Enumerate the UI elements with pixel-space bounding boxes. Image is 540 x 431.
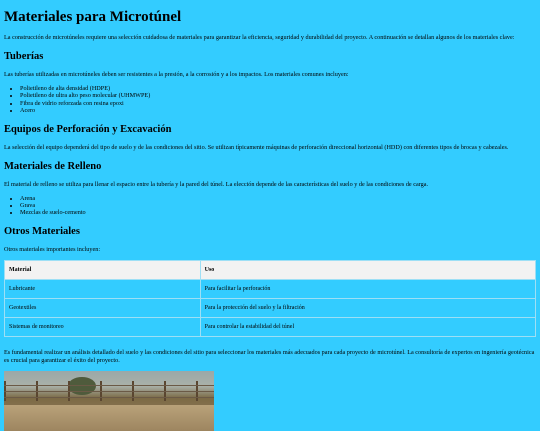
relleno-list bbox=[4, 195, 536, 217]
table-cell: Sistemas de monitoreo bbox=[5, 317, 201, 336]
list-item: • Fibra de vidrio reforzada con resina epoxi bbox=[20, 100, 536, 107]
table-header-uso: Uso bbox=[200, 260, 535, 279]
tuberias-paragraph: Las tuberías utilizadas en microtúneles deben ser resistentes a la presión, a la corrosión y a los impactos. Los materiales comunes incluyen: bbox=[4, 71, 349, 78]
list-item: • Grava bbox=[20, 202, 536, 209]
photo-fence-wire bbox=[4, 397, 214, 398]
table-cell: Para facilitar la perforación bbox=[200, 279, 535, 298]
page-title: Materiales para Microtúnel bbox=[4, 9, 182, 25]
relleno-paragraph: El material de relleno se utiliza para llenar el espacio entre la tubería y la pared del túnel. La elección depende de las características del suelo y de las condiciones de carga. bbox=[4, 180, 429, 188]
table-row bbox=[5, 279, 536, 298]
intro-paragraph: La construcción de microtúneles requiere una selección cuidadosa de materiales para garantizar la eficiencia, seguridad y durabilidad del proyecto. A continuación se detallan algunos de los materiales clave: bbox=[4, 34, 515, 41]
conclusion-paragraph: Es fundamental realizar un análisis detallado del suelo y las condiciones del sitio para seleccionar los materiales más adecuados para cada proyecto de microtúnel. La consultoría de expertos en ingeniería geotécnica es crucial para garantizar el éxito del proyecto. bbox=[4, 348, 535, 364]
list-item: • Polietileno de alta densidad (HDPE) bbox=[20, 85, 536, 92]
photo-fence-wire bbox=[4, 385, 214, 386]
tuberias-list bbox=[4, 85, 536, 115]
site-photo bbox=[4, 371, 214, 431]
photo-fence-wire bbox=[4, 391, 214, 392]
table-cell: Geotextiles bbox=[5, 298, 201, 317]
section-heading-tuberias: Tuberías bbox=[4, 51, 44, 62]
section-heading-equipos: Equipos de Perforación y Excavación bbox=[4, 123, 172, 135]
table-row bbox=[5, 298, 536, 317]
list-item: • Mezclas de suelo-cemento bbox=[20, 209, 536, 216]
table-header-row bbox=[5, 260, 536, 279]
list-item: • Acero bbox=[20, 107, 536, 114]
materials-table bbox=[4, 260, 536, 337]
list-item: • Polietileno de ultra alto peso molecular (UHMWPE) bbox=[20, 92, 536, 99]
table-row bbox=[5, 317, 536, 336]
equipos-paragraph: La selección del equipo dependerá del tipo de suelo y de las condiciones del sitio. Se utilizan típicamente máquinas de perforación direccional horizontal (HDD) con diferentes tipos de brocas y cabezales. bbox=[4, 143, 509, 151]
table-cell: Para la protección del suelo y la filtración bbox=[200, 298, 535, 317]
section-heading-relleno: Materiales de Relleno bbox=[4, 160, 102, 172]
otros-paragraph: Otros materiales importantes incluyen: bbox=[4, 245, 101, 253]
table-cell: Lubricante bbox=[5, 279, 201, 298]
table-header-material: Material bbox=[5, 260, 201, 279]
table-cell: Para controlar la estabilidad del túnel bbox=[200, 317, 535, 336]
section-heading-otros: Otros Materiales bbox=[4, 225, 80, 237]
list-item: • Arena bbox=[20, 195, 536, 202]
photo-ground bbox=[4, 405, 214, 431]
